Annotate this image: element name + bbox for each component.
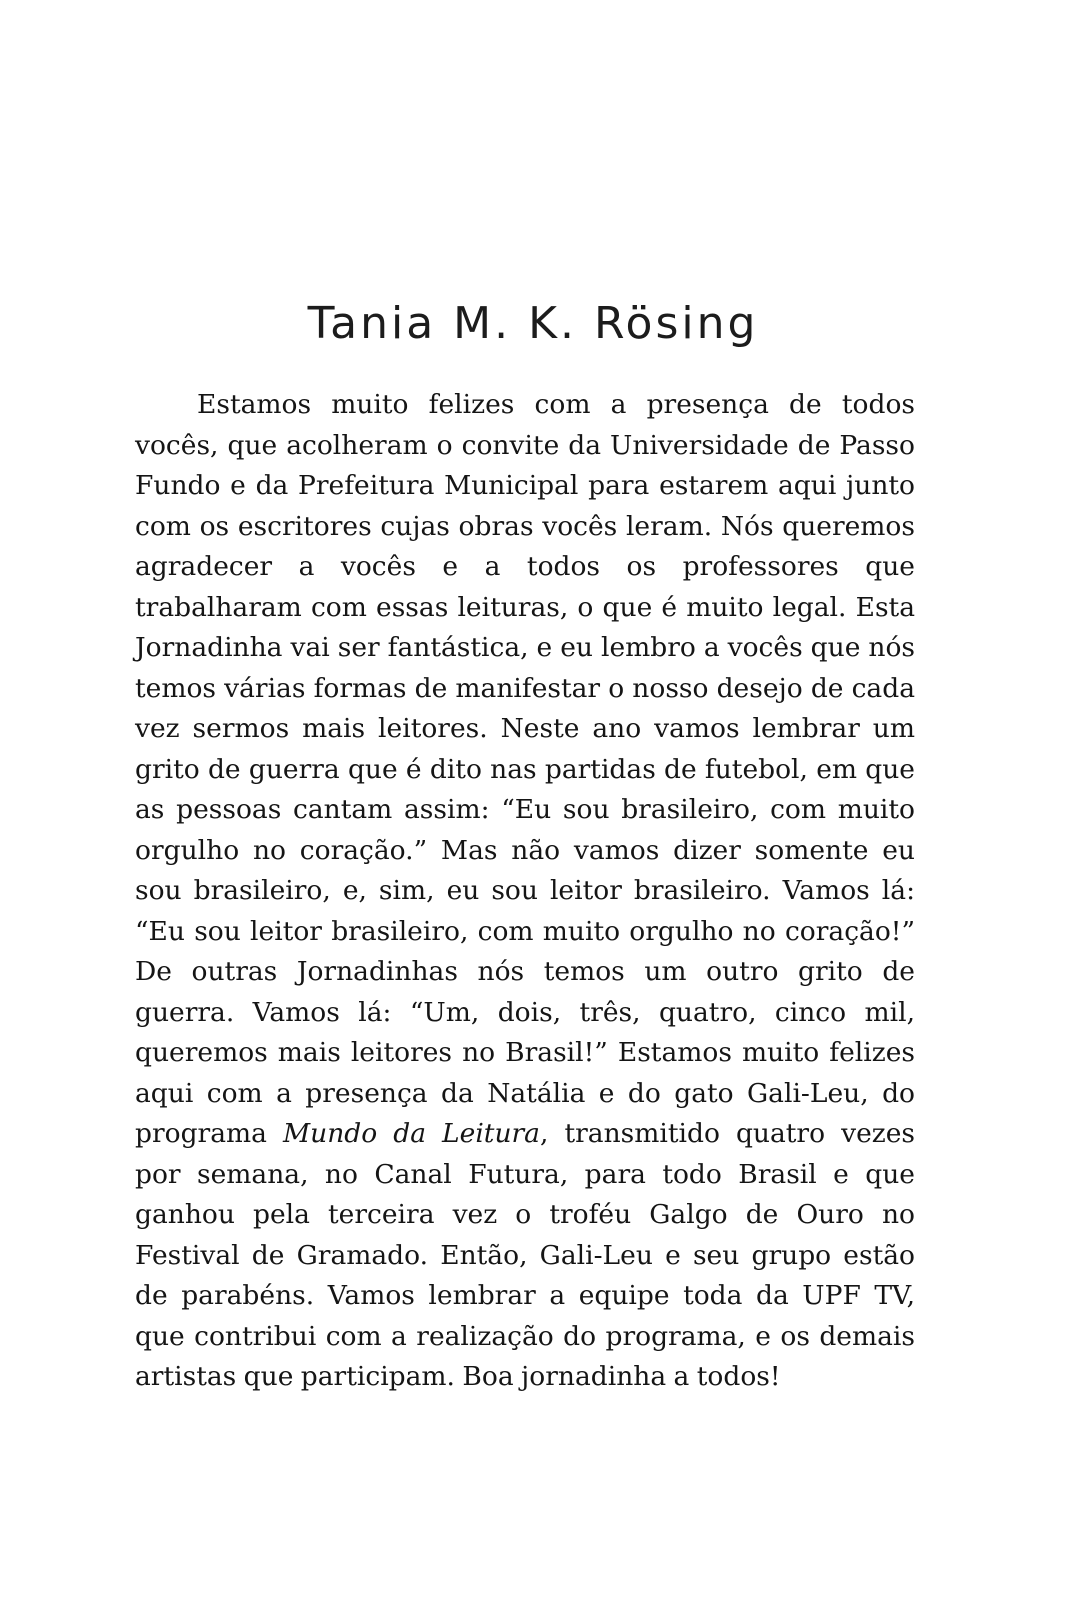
paragraph-text-part1: Estamos muito felizes com a presença de todos vocês, que acolheram o convite da Universidade de Passo Fundo e da Prefeitura Municipal para estarem aqui junto com os escritores cujas obras vocês leram. Nós queremos agradecer a vocês e a todos os professores que trabalharam com essas leituras, o que é muito legal. Esta Jornadinha vai ser fantástica, e eu lembro a vocês que nós temos várias formas de manifestar o nosso desejo de cada vez sermos mais leitores. Neste ano vamos lembrar um grito de guerra que é dito nas partidas de futebol, em que as pessoas cantam assim: “Eu sou brasileiro, com muito orgulho no coração.” Mas não vamos dizer somente eu sou brasileiro, e, sim, eu sou leitor brasileiro. Vamos lá: “Eu sou leitor brasileiro, com muito orgulho no coração!” De outras Jornadinhas nós temos um outro grito de guerra. Vamos lá: “Um, dois, três, quatro, cinco mil, queremos mais leitores no Brasil!” Estamos muito felizes aqui com a presença da Natália e do gato Gali-Leu, do programa (135, 389, 915, 1149)
paragraph-text-part2: , transmitido quatro vezes por semana, no Canal Futura, para todo Brasil e que ganhou pela terceira vez o troféu Galgo de Ouro no Festival de Gramado. Então, Gali-Leu e seu grupo estão de parabéns. Vamos lembrar a equipe toda da UPF TV, que contribui com a realização do programa, e os demais artistas que participam. Boa jornadinha a todos! (135, 1118, 915, 1392)
speech-paragraph (135, 385, 915, 1398)
author-heading: Tania M. K. Rösing (307, 298, 759, 349)
program-title: Mundo da Leitura (283, 1118, 540, 1149)
